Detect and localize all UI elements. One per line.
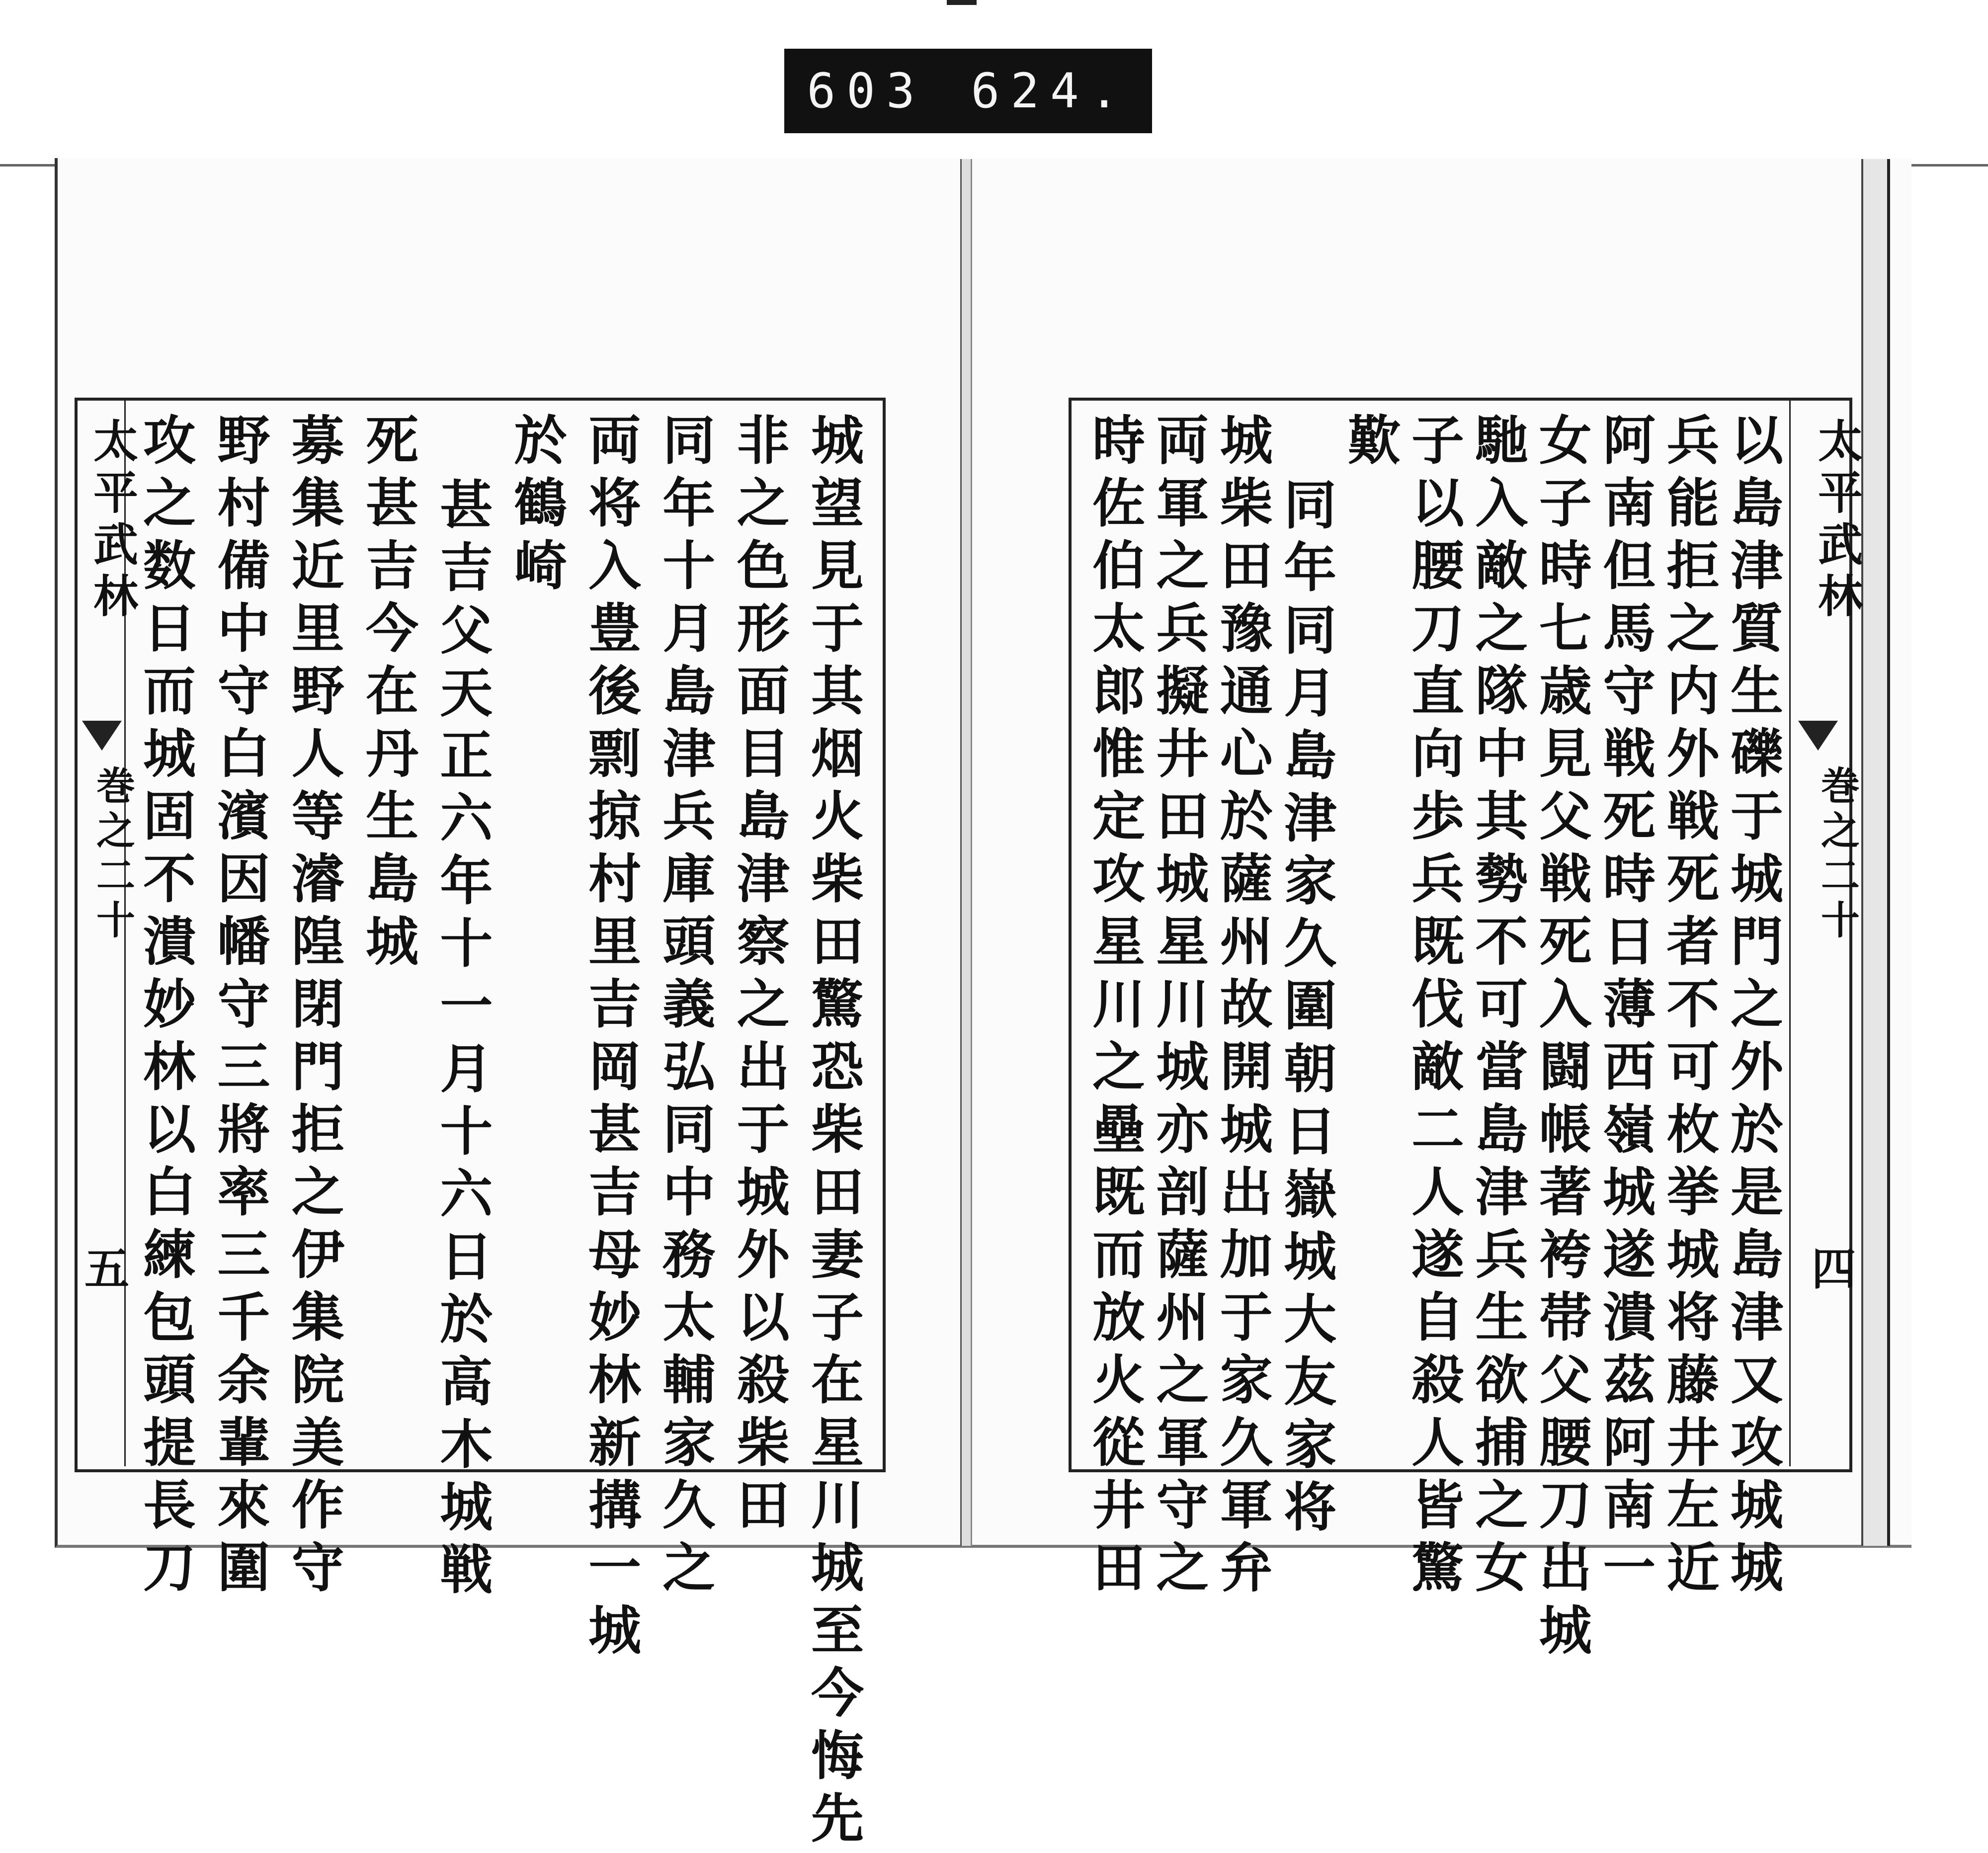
crop-mark xyxy=(947,0,977,5)
right-text-body xyxy=(1084,413,1784,1665)
text-line: 募集近里野人等濬隍閉門拒之伊集院美作守 xyxy=(283,413,345,1602)
text-line: 同年十月島津兵庫頭義弘同中務太輔家久之 xyxy=(654,413,717,1602)
book-spine xyxy=(960,159,972,1546)
left-text-body xyxy=(135,413,865,1853)
text-line: 非之色形面目島津察之出于城外以殺柴田 xyxy=(728,413,791,1540)
text-line: 両将入豊後剽掠村里吉岡甚吉母妙林新搆一城 xyxy=(580,413,642,1665)
text-line: 阿南但馬守戦死時日薄西嶺城遂潰茲阿南一 xyxy=(1594,413,1657,1602)
film-label-right: 624. xyxy=(971,63,1130,119)
text-line: 城望見于其烟火柴田驚恐柴田妻子在星川城至今悔先 xyxy=(802,413,865,1853)
book-edge xyxy=(1861,159,1890,1546)
left-running-title: 太平武林 xyxy=(85,418,138,624)
text-line: 馳入敵之隊中其勢不可當島津兵生欲捕之女 xyxy=(1467,413,1529,1602)
right-page-number: 四 xyxy=(1812,1243,1856,1295)
text-line: 野村備中守白濱因幡守三將率三千余輩來圍 xyxy=(209,413,271,1602)
text-line: 子以腰刀直向歩兵既伐敵二人遂自殺人皆驚 xyxy=(1403,413,1465,1602)
text-line: 於鶴崎 xyxy=(505,413,568,600)
right-volume-label: 巻之二十 xyxy=(1815,765,1860,944)
text-line: 両軍之兵擬井田城星川城亦剖薩州之軍守之 xyxy=(1148,413,1210,1602)
text-line: 歎 xyxy=(1339,413,1402,475)
text-line: 以島津質生礫于城門之外於是島津又攻城城 xyxy=(1722,413,1784,1602)
text-line: 時佐伯太郎惟定攻星川之壘既而放火從井田 xyxy=(1084,413,1146,1602)
text-line: 同年同月島津家久圍朝日嶽城大友家将 xyxy=(1275,477,1338,1542)
left-fishtail-mark xyxy=(82,721,122,751)
right-fishtail-mark xyxy=(1798,721,1838,751)
film-label xyxy=(784,49,1152,133)
right-running-title: 太平武林 xyxy=(1810,418,1863,624)
text-line: 甚吉父天正六年十一月十六日於高木城戦 xyxy=(431,477,494,1604)
text-line: 兵能拒之内外戦死者不可枚挙城将藤井左近 xyxy=(1658,413,1721,1602)
text-line: 女子時七歳見父戦死入闘帳著袴帯父腰刀出城 xyxy=(1530,413,1593,1665)
left-page-number: 五 xyxy=(84,1243,129,1295)
text-line: 死甚吉今在丹生島城 xyxy=(357,413,419,976)
text-line: 城柴田豫通心於薩州故開城出加于家久軍弁 xyxy=(1211,413,1274,1602)
right-margin-rule xyxy=(1789,398,1793,1466)
film-label-left: 603 xyxy=(807,63,926,119)
text-line: 攻之数日而城固不潰妙林以白練包頭提長刀 xyxy=(135,413,197,1602)
left-volume-label: 巻之二十 xyxy=(90,765,135,944)
